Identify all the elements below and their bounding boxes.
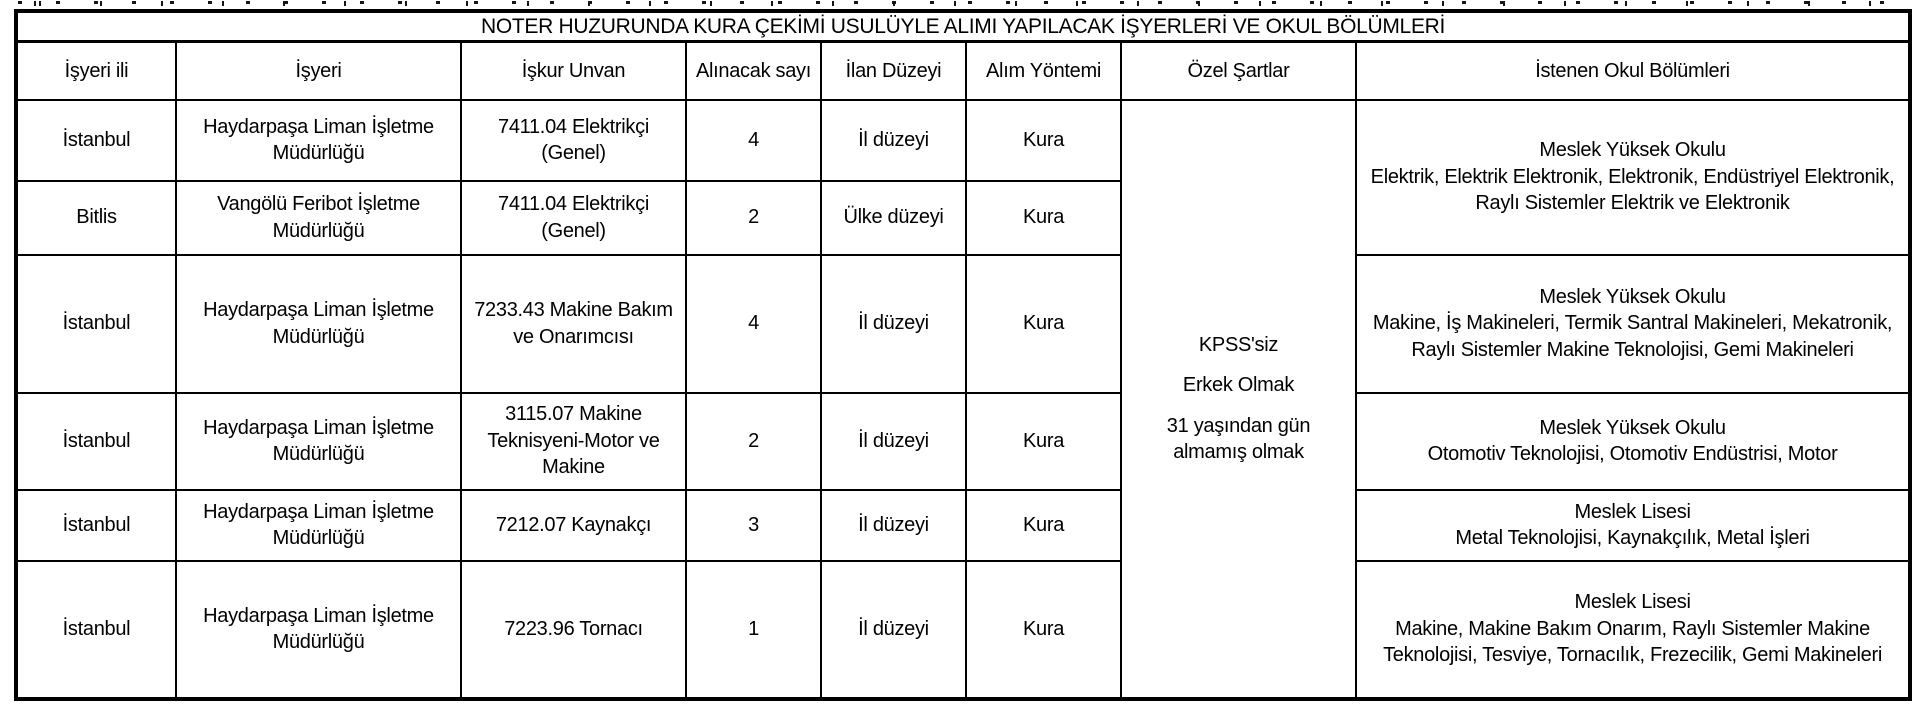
cell-yontem: Kura xyxy=(966,490,1121,561)
cell-okul-bolumleri xyxy=(1356,490,1910,561)
cell-sayi: 2 xyxy=(686,181,821,255)
table-title: NOTER HUZURUNDA KURA ÇEKİMİ USULÜYLE ALIMI YAPILACAK İŞYERLERİ VE OKUL BÖLÜMLERİ xyxy=(16,11,1910,42)
cell-yontem: Kura xyxy=(966,255,1121,393)
cell-sayi: 3 xyxy=(686,490,821,561)
table-row xyxy=(16,100,1910,181)
cell-duzey: İl düzeyi xyxy=(821,255,966,393)
okul-bolum-listesi: Makine, İş Makineleri, Termik Santral Makineleri, Mekatronik, Raylı Sistemler Makine Teknolojisi, Gemi Makineleri xyxy=(1372,312,1893,361)
sart-erkek: Erkek Olmak xyxy=(1182,374,1295,397)
cell-il: İstanbul xyxy=(16,393,176,490)
okul-bolum-listesi: Elektrik, Elektrik Elektronik, Elektronik, Endüstriyel Elektronik, Raylı Sistemler Elektrik ve Elektronik xyxy=(1370,165,1895,215)
column-header-iskur-unvan: İşkur Unvan xyxy=(461,42,686,100)
cell-duzey: İl düzeyi xyxy=(821,490,966,561)
cell-unvan: 3115.07 Makine Teknisyeni-Motor ve Makine xyxy=(461,393,686,490)
cell-isyeri: Vangölü Feribot İşletme Müdürlüğü xyxy=(176,181,461,255)
table-title-row xyxy=(16,11,1910,42)
column-header-isyeri-ili: İşyeri ili xyxy=(16,42,176,100)
cell-unvan: 7223.96 Tornacı xyxy=(461,561,686,699)
okul-turu: Meslek Yüksek Okulu xyxy=(1539,416,1726,439)
column-header-ozel-sartlar: Özel Şartlar xyxy=(1121,42,1356,100)
cell-ozel-sartlar xyxy=(1121,100,1356,699)
cell-il: İstanbul xyxy=(16,490,176,561)
cell-duzey: Ülke düzeyi xyxy=(821,181,966,255)
table-row xyxy=(16,255,1910,393)
cell-isyeri: Haydarpaşa Liman İşletme Müdürlüğü xyxy=(176,490,461,561)
column-header-alim-yontemi: Alım Yöntemi xyxy=(966,42,1121,100)
okul-turu: Meslek Yüksek Okulu xyxy=(1539,285,1726,308)
cell-unvan: 7411.04 Elektrikçi (Genel) xyxy=(461,181,686,255)
cell-okul-bolumleri xyxy=(1356,100,1910,255)
column-header-isyeri: İşyeri xyxy=(176,42,461,100)
clipped-text-fragments xyxy=(12,1,1908,6)
cell-il: İstanbul xyxy=(16,100,176,181)
cell-yontem: Kura xyxy=(966,181,1121,255)
cell-okul-bolumleri xyxy=(1356,393,1910,490)
cell-sayi: 4 xyxy=(686,100,821,181)
recruitment-table xyxy=(14,9,1912,701)
cell-isyeri: Haydarpaşa Liman İşletme Müdürlüğü xyxy=(176,100,461,181)
cell-yontem: Kura xyxy=(966,561,1121,699)
cell-okul-bolumleri xyxy=(1356,255,1910,393)
okul-turu: Meslek Yüksek Okulu xyxy=(1539,139,1726,162)
cell-il: İstanbul xyxy=(16,255,176,393)
cell-sayi: 1 xyxy=(686,561,821,699)
cell-il: İstanbul xyxy=(16,561,176,699)
okul-turu: Meslek Lisesi xyxy=(1574,500,1691,523)
table-row xyxy=(16,561,1910,699)
okul-bolum-listesi: Metal Teknolojisi, Kaynakçılık, Metal İşleri xyxy=(1455,527,1810,549)
okul-turu: Meslek Lisesi xyxy=(1574,591,1691,614)
cell-isyeri: Haydarpaşa Liman İşletme Müdürlüğü xyxy=(176,561,461,699)
cell-okul-bolumleri xyxy=(1356,561,1910,699)
okul-bolum-listesi: Otomotiv Teknolojisi, Otomotiv Endüstrisi, Motor xyxy=(1427,443,1838,465)
cell-unvan: 7233.43 Makine Bakım ve Onarımcısı xyxy=(461,255,686,393)
column-header-ilan-duzeyi: İlan Düzeyi xyxy=(821,42,966,100)
column-header-istenen-okul-bolumleri: İstenen Okul Bölümleri xyxy=(1356,42,1910,100)
cell-duzey: İl düzeyi xyxy=(821,393,966,490)
cell-yontem: Kura xyxy=(966,393,1121,490)
cell-yontem: Kura xyxy=(966,100,1121,181)
cell-sayi: 2 xyxy=(686,393,821,490)
cell-unvan: 7411.04 Elektrikçi (Genel) xyxy=(461,100,686,181)
column-header-alinacak-sayi: Alınacak sayı xyxy=(686,42,821,100)
cell-isyeri: Haydarpaşa Liman İşletme Müdürlüğü xyxy=(176,393,461,490)
sart-kpss: KPSS'siz xyxy=(1198,333,1279,356)
table-row xyxy=(16,490,1910,561)
cell-sayi: 4 xyxy=(686,255,821,393)
table-row xyxy=(16,393,1910,490)
cell-isyeri: Haydarpaşa Liman İşletme Müdürlüğü xyxy=(176,255,461,393)
okul-bolum-listesi: Makine, Makine Bakım Onarım, Raylı Sistemler Makine Teknolojisi, Tesviye, Tornacılık, Frezecilik, Gemi Makineleri xyxy=(1383,617,1882,667)
cell-duzey: İl düzeyi xyxy=(821,561,966,699)
cell-duzey: İl düzeyi xyxy=(821,100,966,181)
cell-unvan: 7212.07 Kaynakçı xyxy=(461,490,686,561)
table-header-row xyxy=(16,42,1910,100)
sart-yas: 31 yaşından gün almamış olmak xyxy=(1166,414,1311,463)
cell-il: Bitlis xyxy=(16,181,176,255)
